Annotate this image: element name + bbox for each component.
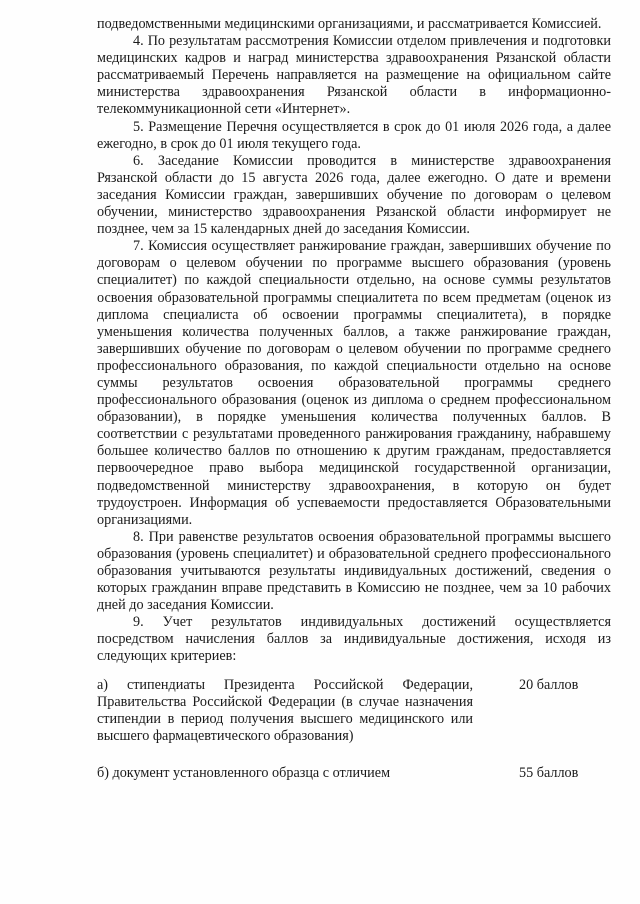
paragraph-5: 5. Размещение Перечня осуществляется в срок до 01 июля 2026 года, а далее ежегодно, в срок до 01 июля текущего года. [97, 118, 611, 152]
paragraph-9: 9. Учет результатов индивидуальных достижений осуществляется посредством начисления баллов за индивидуальные достижения, исходя из следующих критериев: [97, 614, 611, 665]
paragraph-4: 4. По результатам рассмотрения Комиссии отделом привлечения и подготовки медицинских кадров и наград министерства здравоохранения Рязанской области рассматриваемый Перечень направляется на размещение на официальном сайте министерства здравоохранения Рязанской области в информационно-телекоммуникационной сети «Интернет». [97, 33, 611, 118]
document-body [97, 16, 611, 782]
criterion-text: а) стипендиаты Президента Российской Федерации, Правительства Российской Федерации (в случае назначения стипендии в период получения высшего медицинского или высшего фармацевтического образования) [97, 676, 473, 744]
criterion-text: б) документ установленного образца с отличием [97, 764, 391, 781]
criterion-row-b [97, 765, 611, 782]
criterion-row-a [97, 677, 611, 745]
paragraph-continuation: подведомственными медицинскими организациями, и рассматривается Комиссией. [97, 16, 602, 32]
paragraph-8: 8. При равенстве результатов освоения образовательной программы высшего образования (уровень специалитет) и образовательной среднего профессионального образования учитываются результаты индивидуальных достижений, сведения о которых гражданин вправе представить в Комиссию не позднее, чем за 10 рабочих дней до заседания Комиссии. [97, 528, 611, 614]
paragraph-6: 6. Заседание Комиссии проводится в министерстве здравоохранения Рязанской области до 15 августа 2026 года, далее ежегодно. О дате и времени заседания Комиссии граждан, завершивших обучение по договорам о целевом обучении, министерство здравоохранения Рязанской области информирует не позднее, чем за 15 календарных дней до заседания Комиссии. [97, 152, 611, 238]
criterion-score: 20 баллов [519, 676, 579, 693]
paragraph-7: 7. Комиссия осуществляет ранжирование граждан, завершивших обучение по договорам о целевом обучении по программе высшего образования (уровень специалитет) по каждой специальности отдельно, на основе суммы результатов освоения образовательной программы специалитета по всем предметам (оценок из диплома специалиста об освоении программы специалитета), в порядке уменьшения количества полученных баллов, а также ранжирование граждан, завершивших обучение по договорам о целевом обучении по программе среднего профессионального образования, по каждой специальности отдельно на основе суммы результатов освоения образовательной программы среднего профессионального образования (оценок из диплома о среднем профессиональном образовании), в порядке уменьшения количества полученных баллов. В соответствии с результатами проведенного ранжирования гражданину, набравшему большее количество баллов по отношению к другим гражданам, предоставляется первоочередное право выбора медицинской государственной организации, подведомственной министерству здравоохранения, в которую он будет трудоустроен. Информация об успеваемости предоставляется Образовательными организациями. [97, 238, 611, 528]
criterion-score: 55 баллов [519, 764, 579, 781]
